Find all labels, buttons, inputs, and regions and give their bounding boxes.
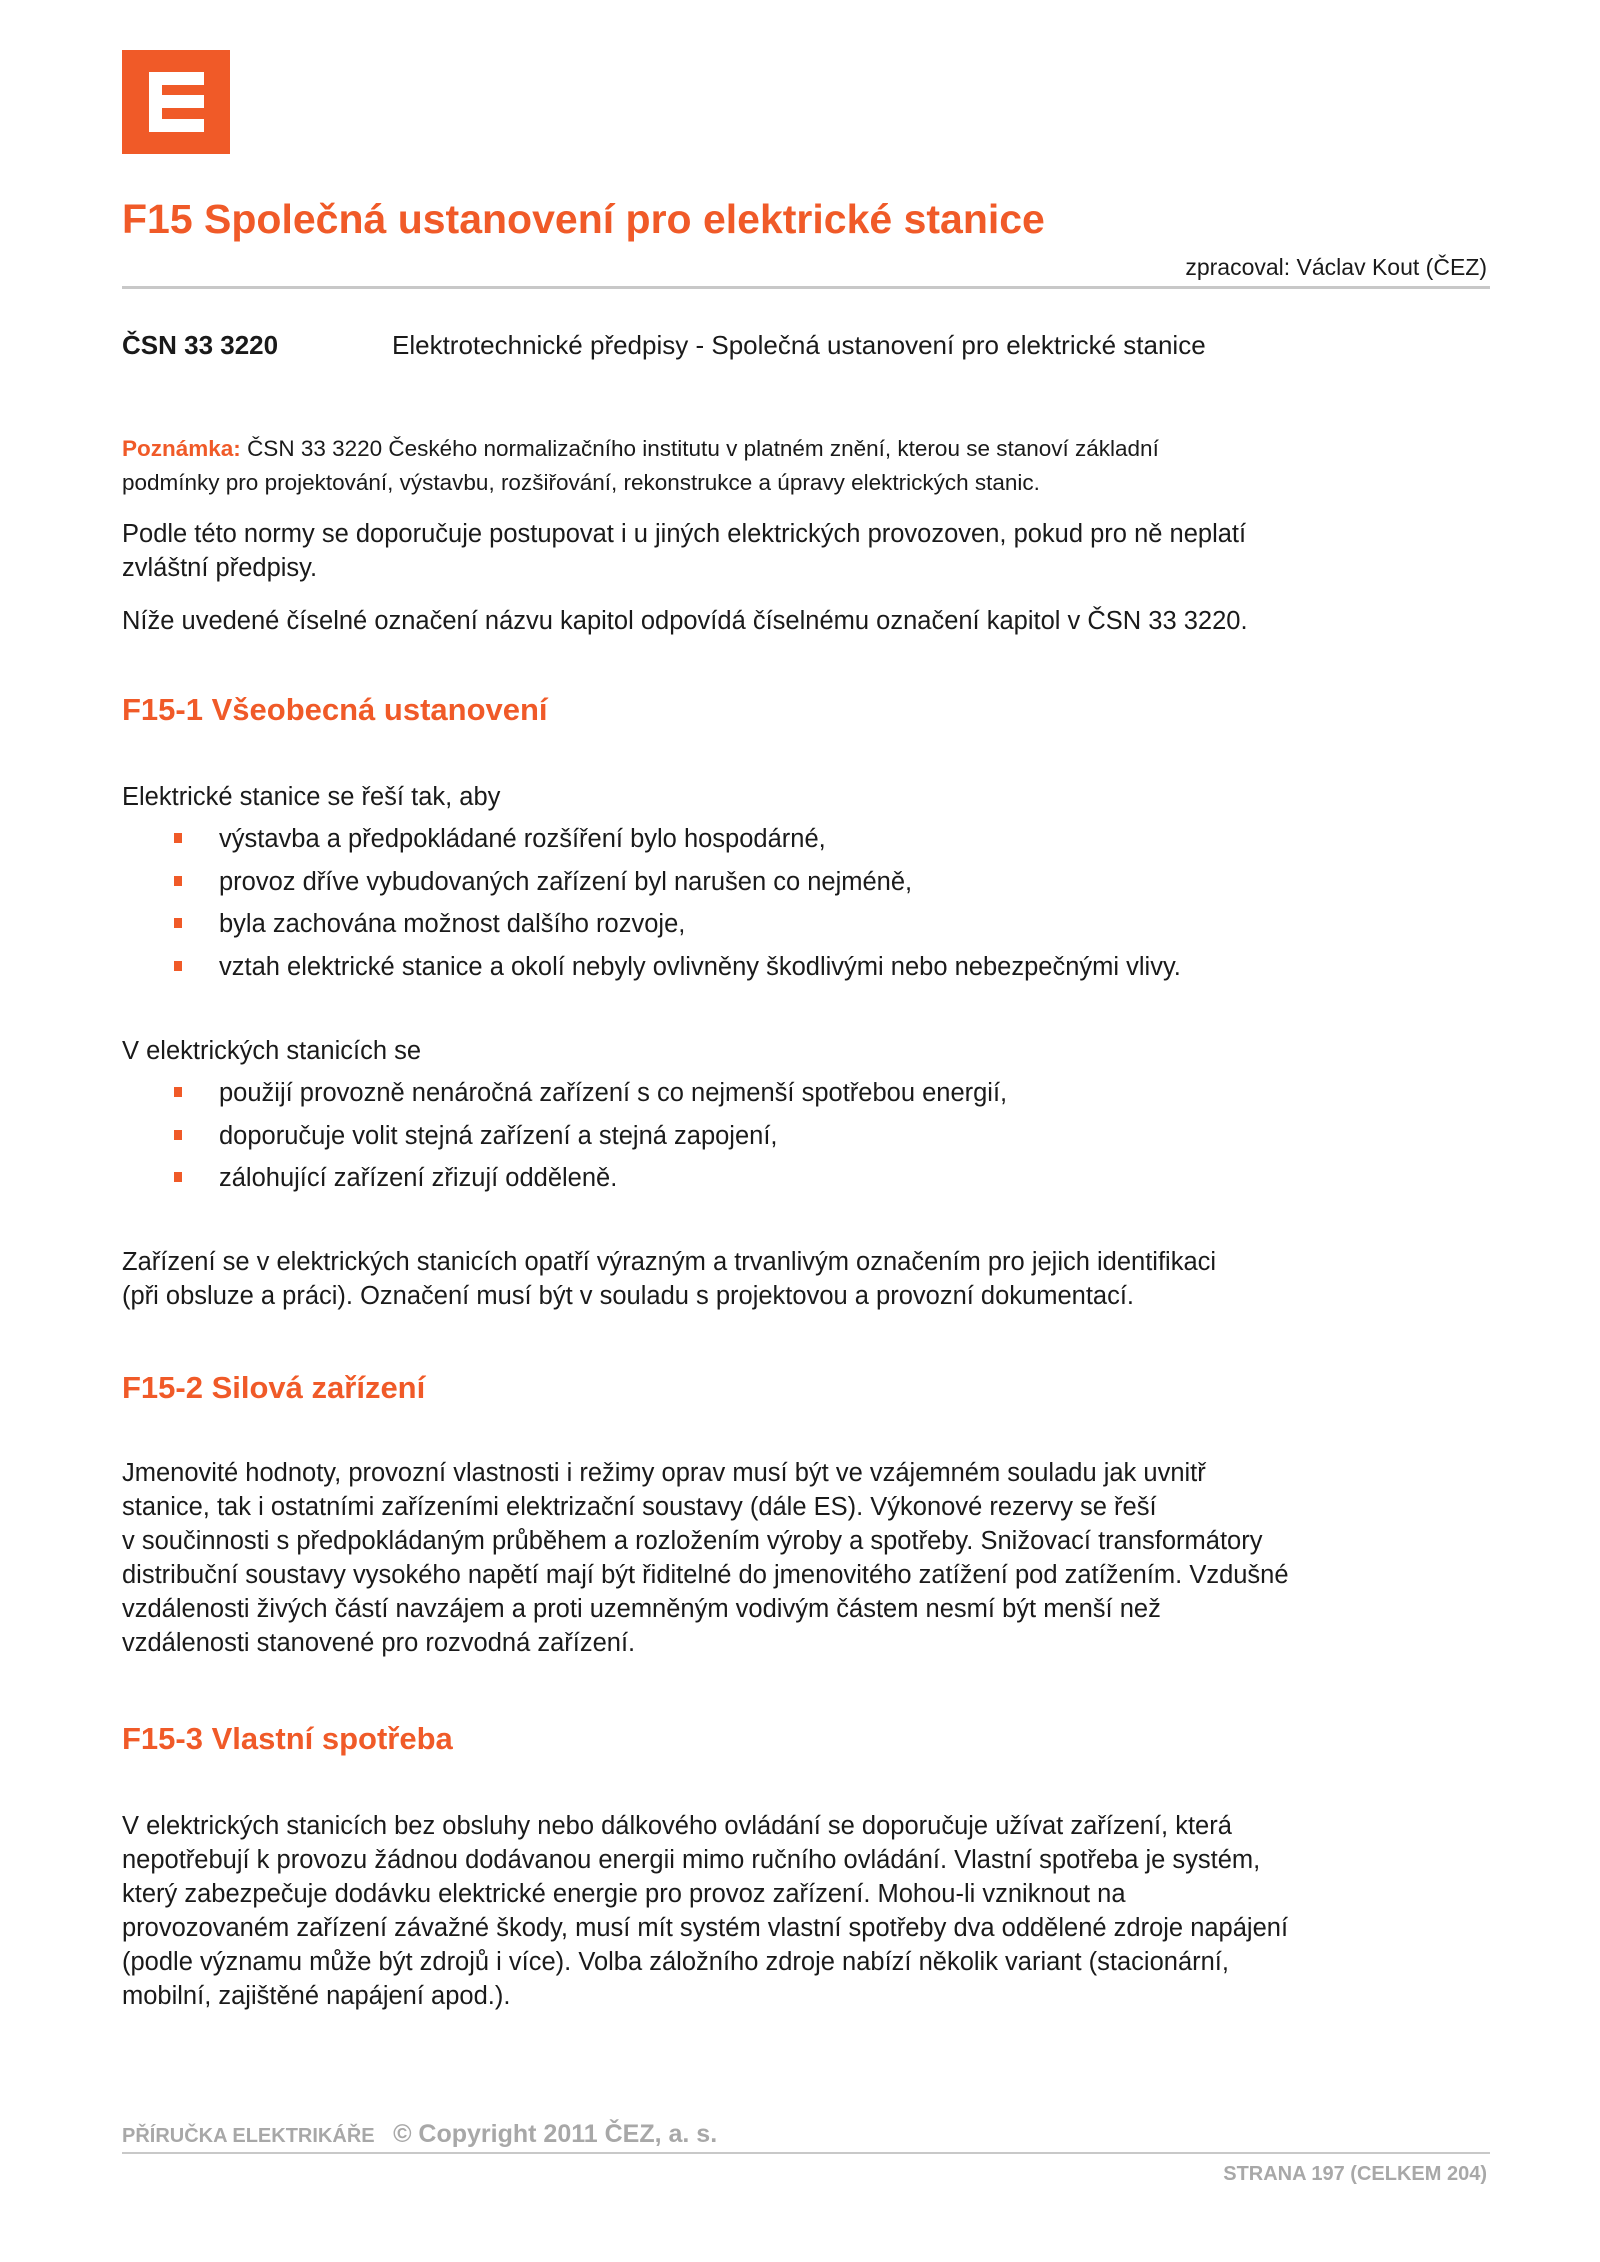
footer-book-title: PŘÍRUČKA ELEKTRIKÁŘE	[122, 2125, 375, 2147]
list-item	[122, 1157, 1007, 1200]
bullet-icon	[174, 961, 182, 971]
note-label: Poznámka:	[122, 436, 241, 461]
list-item	[122, 1072, 1007, 1115]
bullet-icon	[174, 1172, 182, 1182]
note-text-2: podmínky pro projektování, výstavbu, rozšiřování, rekonstrukce a úpravy elektrických stanic.	[122, 470, 1040, 495]
page-title: F15 Společná ustanovení pro elektrické stanice	[122, 196, 1045, 242]
list-item-text: zálohující zařízení zřizují odděleně.	[219, 1164, 618, 1192]
section-1-closing-paragraph	[122, 1245, 1492, 1313]
list-item	[122, 903, 1181, 946]
section-1-bullet-list-2	[122, 1072, 1007, 1200]
paragraph-line: v součinnosti s předpokládaným průběhem a rozložením výroby a spotřeby. Snižovací transformátory	[122, 1527, 1263, 1555]
bullet-icon	[174, 876, 182, 886]
list-item-text: vztah elektrické stanice a okolí nebyly ovlivněny škodlivými nebo nebezpečnými vlivy.	[219, 952, 1181, 981]
section-heading-2: F15-2 Silová zařízení	[122, 1370, 426, 1405]
paragraph-line: vzdálenosti živých částí navzájem a proti uzemněným vodivým částem nesmí být menší než	[122, 1595, 1161, 1623]
note-line-1	[122, 432, 1422, 466]
section-heading-3: F15-3 Vlastní spotřeba	[122, 1721, 453, 1756]
paragraph-line: V elektrických stanicích bez obsluhy nebo dálkového ovládání se doporučuje užívat zařízení, která	[122, 1812, 1232, 1840]
page-number: STRANA 197 (CELKEM 204)	[1223, 2163, 1487, 2185]
list-item-text: doporučuje volit stejná zařízení a stejná zapojení,	[219, 1121, 778, 1150]
list-item	[122, 1115, 1007, 1158]
list-item-text: byla zachována možnost dalšího rozvoje,	[219, 910, 686, 938]
paragraph-line: stanice, tak i ostatními zařízeními elektrizační soustavy (dále ES). Výkonové rezervy se řeší	[122, 1493, 1157, 1521]
list-item-text: provoz dříve vybudovaných zařízení byl narušen co nejméně,	[219, 867, 913, 896]
closing-line-1: Zařízení se v elektrických stanicích opatří výrazným a trvanlivým označením pro jejich identifikaci	[122, 1248, 1217, 1276]
list-item-text: použijí provozně nenáročná zařízení s co nejmenší spotřebou energií,	[219, 1079, 1008, 1107]
bullet-icon	[174, 833, 182, 843]
standard-code: ČSN 33 3220	[122, 330, 279, 360]
paragraph-line: nepotřebují k provozu žádnou dodávanou energii mimo ručního ovládání. Vlastní spotřeba je systém,	[122, 1846, 1261, 1874]
paragraph-line: vzdálenosti stanovené pro rozvodná zařízení.	[122, 1629, 636, 1657]
footer-divider	[122, 2152, 1490, 2154]
bullet-icon	[174, 918, 182, 928]
list-item	[122, 861, 1181, 904]
bullet-icon	[174, 1087, 182, 1097]
paragraph-line: distribuční soustavy vysokého napětí mají být řiditelné do jmenovitého zatížení pod zatížením. Vzdušné	[122, 1561, 1289, 1589]
section-heading-1: F15-1 Všeobecná ustanovení	[122, 692, 548, 727]
section-1-lead-1: Elektrické stanice se řeší tak, aby	[122, 783, 501, 811]
section-3-paragraph	[122, 1809, 1492, 2013]
standard-title: Elektrotechnické předpisy - Společná ustanovení pro elektrické stanice	[392, 330, 1206, 360]
bullet-icon	[174, 1130, 182, 1140]
section-1-bullet-list-1	[122, 818, 1181, 988]
list-item	[122, 946, 1181, 989]
paragraph-line: provozovaném zařízení závažné škody, musí mít systém vlastní spotřeby dva oddělené zdroje napájení	[122, 1914, 1289, 1942]
intro-paragraph-1	[122, 517, 1492, 585]
paragraph-line: mobilní, zajištěné napájení apod.).	[122, 1982, 511, 2010]
paragraph-line: Jmenovité hodnoty, provozní vlastnosti i režimy oprav musí být ve vzájemném souladu jak uvnitř	[122, 1459, 1206, 1487]
footer-copyright: © Copyright 2011 ČEZ, a. s.	[393, 2120, 718, 2148]
author-line: zpracoval: Václav Kout (ČEZ)	[1185, 254, 1487, 280]
list-item	[122, 818, 1181, 861]
closing-line-2: (při obsluze a práci). Označení musí být v souladu s projektovou a provozní dokumentací.	[122, 1282, 1135, 1310]
section-2-paragraph	[122, 1456, 1492, 1660]
cez-logo	[122, 50, 230, 154]
note-block	[122, 432, 1422, 500]
intro-paragraph-2: Níže uvedené číselné označení názvu kapitol odpovídá číselnému označení kapitol v ČSN 33 3220.	[122, 607, 1248, 635]
intro-p1-line-2: zvláštní předpisy.	[122, 554, 318, 582]
header-divider	[122, 286, 1490, 289]
paragraph-line: který zabezpečuje dodávku elektrické energie pro provoz zařízení. Mohou-li vzniknout na	[122, 1880, 1126, 1908]
footer-left	[122, 2120, 717, 2149]
paragraph-line: (podle významu může být zdrojů i více). Volba záložního zdroje nabízí několik variant (stacionární,	[122, 1948, 1229, 1976]
intro-p1-line-1: Podle této normy se doporučuje postupovat i u jiných elektrických provozoven, pokud pro ně neplatí	[122, 520, 1247, 548]
section-1-lead-2: V elektrických stanicích se	[122, 1037, 422, 1065]
list-item-text: výstavba a předpokládané rozšíření bylo hospodárné,	[219, 825, 826, 853]
note-text-1: ČSN 33 3220 Českého normalizačního institutu v platném znění, kterou se stanoví základní	[247, 436, 1159, 461]
